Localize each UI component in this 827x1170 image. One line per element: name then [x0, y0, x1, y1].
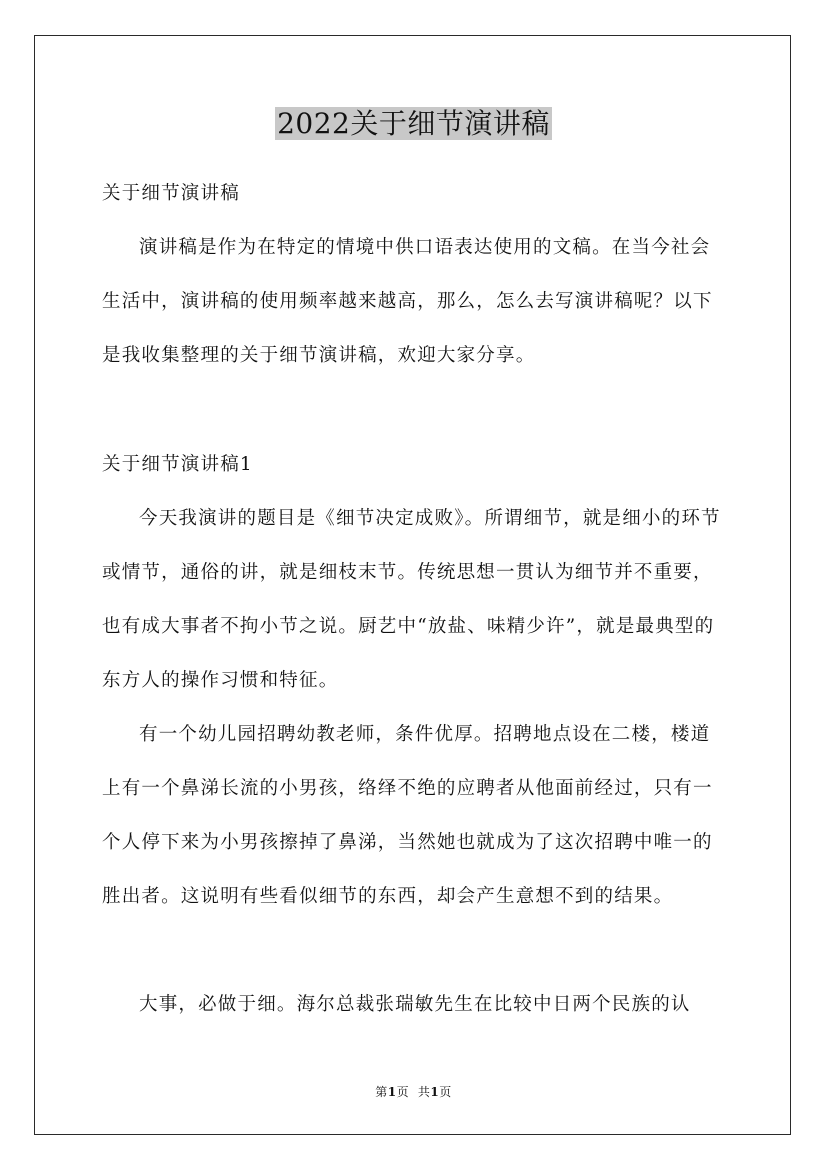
body-paragraph-2: 有一个幼儿园招聘幼教老师，条件优厚。招聘地点设在二楼，楼道上有一个鼻涕长流的小男孩，络绎不绝的应聘者从他面前经过，只有一个人停下来为小男孩擦掉了鼻涕，当然她也就成为了这次招聘中唯一的胜出者。这说明有些看似细节的东西，却会产生意想不到的结果。 [102, 724, 713, 907]
footer-page-prefix: 第 [375, 1085, 388, 1099]
body-paragraph-3: 大事，必做于细。海尔总裁张瑞敏先生在比较中日两个民族的认 [139, 994, 691, 1015]
footer-total-pages: 1 [430, 1085, 440, 1099]
document-title [0, 104, 827, 144]
document-subtitle: 关于细节演讲稿 [102, 183, 240, 204]
document-title-text: 2022关于细节演讲稿 [277, 107, 550, 140]
section-heading: 关于细节演讲稿1 [102, 454, 253, 475]
body-paragraph-1: 今天我演讲的题目是《细节决定成败》。所谓细节，就是细小的环节或情节，通俗的讲，就是细枝末节。传统思想一贯认为细节并不重要，也有成大事者不拘小节之说。厨艺中“放盐、味精少许”，就是最典型的东方人的操作习惯和特征。 [102, 508, 721, 691]
footer-page-suffix: 页 [396, 1085, 410, 1099]
footer-page-number: 1 [387, 1085, 397, 1099]
footer-total-prefix: 共 [417, 1085, 431, 1099]
intro-paragraph: 演讲稿是作为在特定的情境中供口语表达使用的文稿。在当今社会生活中，演讲稿的使用频率越来越高，那么，怎么去写演讲稿呢？以下是我收集整理的关于细节演讲稿，欢迎大家分享。 [102, 237, 713, 366]
footer-total-suffix: 页 [439, 1085, 452, 1099]
page-footer [0, 1083, 827, 1100]
